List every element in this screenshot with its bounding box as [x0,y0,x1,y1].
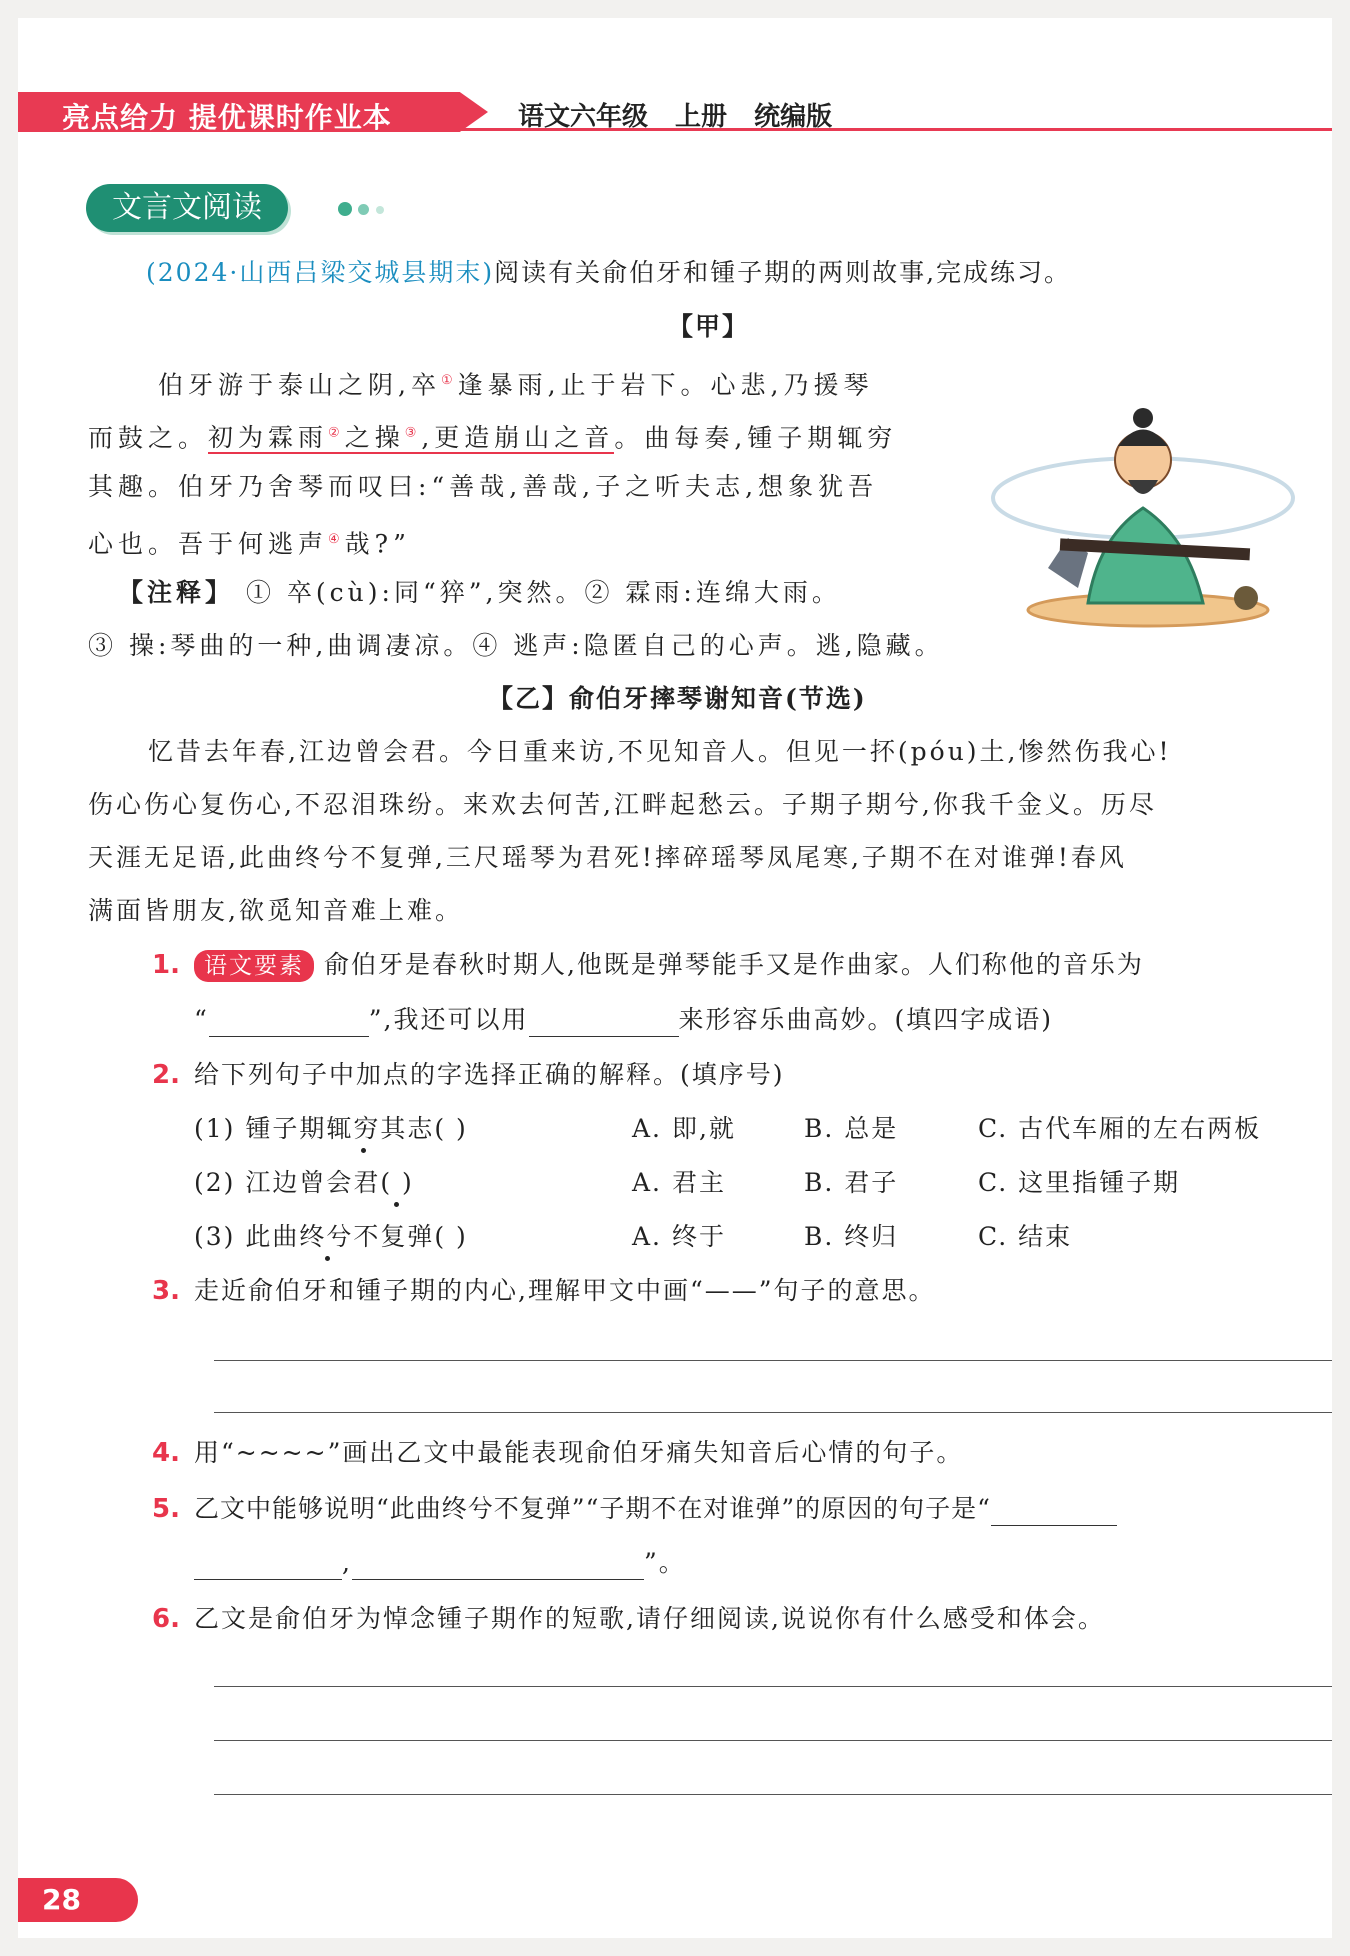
jia-text: 之操 [344,423,405,453]
q6-text: 乙文是俞伯牙为悼念锺子期作的短歌,请仔细阅读,说说你有什么感受和体会。 [194,1604,1105,1633]
q5-blank-1[interactable] [991,1499,1117,1526]
q1-text: 俞伯牙是春秋时期人,他既是弹琴能手又是作曲家。人们称他的音乐为 [323,950,1144,979]
yi-line-3: 天涯无足语,此曲终兮不复弹,三尺瑶琴为君死!摔碎瑶琴凤尾寒,子期不在对谁弹!春风 [88,843,1127,872]
footnote-mark: ① [440,373,458,388]
yuwen-yaosu-tag: 语文要素 [194,950,314,982]
jia-text: ,更造崩山之音 [421,423,615,453]
page [18,18,1332,1938]
underlined-sentence [208,423,614,454]
badge-dot [358,204,369,215]
q1-number: 1. [152,950,180,980]
jia-text: 心也。吾于何逃声 [88,529,329,559]
section-badge: 文言文阅读 [86,184,288,232]
footnote-mark: ③ [404,426,422,441]
footnote-mark: ④ [328,532,345,547]
source-label: (2024·山西吕梁交城县期末) [146,258,495,287]
badge-dot [376,206,384,214]
notes-line-2: ③ 操:琴曲的一种,曲调凄凉。④ 逃声:隐匿自己的心声。逃,隐藏。 [88,631,944,660]
q5-blank-3[interactable] [352,1553,644,1580]
q3-text: 走近俞伯牙和锺子期的内心,理解甲文中画“——”句子的意思。 [194,1276,936,1305]
q2-item-2-a: A. 君主 [632,1168,726,1197]
jia-text: 哉?” [344,529,411,559]
footnote-mark: ② [328,426,345,441]
q2-item-3-b: B. 终归 [804,1222,899,1251]
q2-item-1-c: C. 古代车厢的左右两板 [978,1114,1262,1143]
q1-line-1 [194,948,1144,982]
q5-text: ”。 [643,1548,686,1577]
jia-text: 伯牙游于泰山之阴,卒 [158,370,441,400]
yi-line-1: 忆昔去年春,江边曾会君。今日重来访,不见知音人。但见一抔(póu)土,惨然伤我心! [148,737,1172,766]
q5-line-1 [194,1492,1117,1526]
q1-text: ”,我还可以用 [368,1005,529,1034]
answer-line[interactable] [214,1794,1332,1795]
q1-line-2 [194,1003,1053,1037]
q4-number: 4. [152,1438,180,1468]
q2-item-2-c: C. 这里指锺子期 [978,1168,1181,1197]
q3-number: 3. [152,1276,180,1306]
q6-number: 6. [152,1604,180,1634]
hair [1118,430,1168,447]
jia-line-2 [88,417,897,455]
q2-item-2[interactable]: (2) 江边曾会君( ) [194,1168,414,1197]
answer-line[interactable] [214,1686,1332,1687]
answer-line[interactable] [214,1412,1332,1413]
jia-text: 逢暴雨,止于岩下。心悲,乃援琴 [457,370,874,400]
emphasis-dot [361,1148,366,1153]
answer-line[interactable] [214,1360,1332,1361]
q2-item-3-a: A. 终于 [632,1222,726,1251]
notes-text: ① 卒(cù):同“猝”,突然。② 霖雨:连绵大雨。 [245,578,841,607]
jia-line-4 [88,523,411,561]
yi-line-4: 满面皆朋友,欲觅知音难上难。 [88,896,463,925]
q1-text: “ [194,1005,209,1034]
jia-text: 初为霖雨 [208,423,329,453]
topknot [1133,408,1153,428]
intro-text: 阅读有关俞伯牙和锺子期的两则故事,完成练习。 [494,258,1072,287]
jia-line-1 [158,364,874,402]
emphasis-dot [394,1202,399,1207]
q1-blank-1[interactable] [209,1010,369,1037]
q2-item-3-c: C. 结束 [978,1222,1073,1251]
badge-dot [338,202,352,216]
q5-number: 5. [152,1494,180,1524]
incense-burner [1234,586,1258,610]
book-info: 语文六年级 上册 统编版 [518,102,833,132]
jia-text: 。曲每奏,锺子期辄穷 [614,423,898,453]
notes-line-1 [118,576,841,610]
series-title: 亮点给力 提优课时作业本 [62,101,392,134]
q5-line-2 [194,1546,686,1580]
q2-number: 2. [152,1060,180,1090]
yi-line-2: 伤心伤心复伤心,不忍泪珠纷。来欢去何苦,江畔起愁云。子期子期兮,你我千金义。历尽 [88,790,1157,819]
q2-item-1-a: A. 即,就 [632,1114,736,1143]
q2-prompt: 给下列句子中加点的字选择正确的解释。(填序号) [194,1060,785,1089]
beard [1128,480,1158,494]
boya-illustration [978,388,1298,628]
q1-blank-2[interactable] [529,1010,679,1037]
answer-line[interactable] [214,1740,1332,1741]
jia-text: 而鼓之。 [88,423,209,453]
q5-text: , [342,1548,352,1577]
q2-item-1-b: B. 总是 [804,1114,899,1143]
yi-heading: 【乙】俞伯牙摔琴谢知音(节选) [488,684,867,713]
intro-line [146,256,1071,290]
notes-label: 【注释】 [118,578,235,607]
q2-item-3[interactable]: (3) 此曲终兮不复弹( ) [194,1222,468,1251]
q5-text: 乙文中能够说明“此曲终兮不复弹”“子期不在对谁弹”的原因的句子是“ [194,1494,991,1523]
q4-text: 用“~~~~”画出乙文中最能表现俞伯牙痛失知音后心情的句子。 [194,1438,964,1467]
page-number: 28 [18,1878,138,1922]
emphasis-dot [325,1256,330,1261]
jia-line-3: 其趣。伯牙乃舍琴而叹曰:“善哉,善哉,子之听夫志,想象犹吾 [88,472,879,501]
q2-item-1[interactable]: (1) 锺子期辄穷其志( ) [194,1114,468,1143]
jia-heading: 【甲】 [668,312,750,341]
q2-item-2-b: B. 君子 [804,1168,899,1197]
q1-text: 来形容乐曲高妙。(填四字成语) [678,1005,1054,1034]
q5-blank-2[interactable] [194,1553,342,1580]
